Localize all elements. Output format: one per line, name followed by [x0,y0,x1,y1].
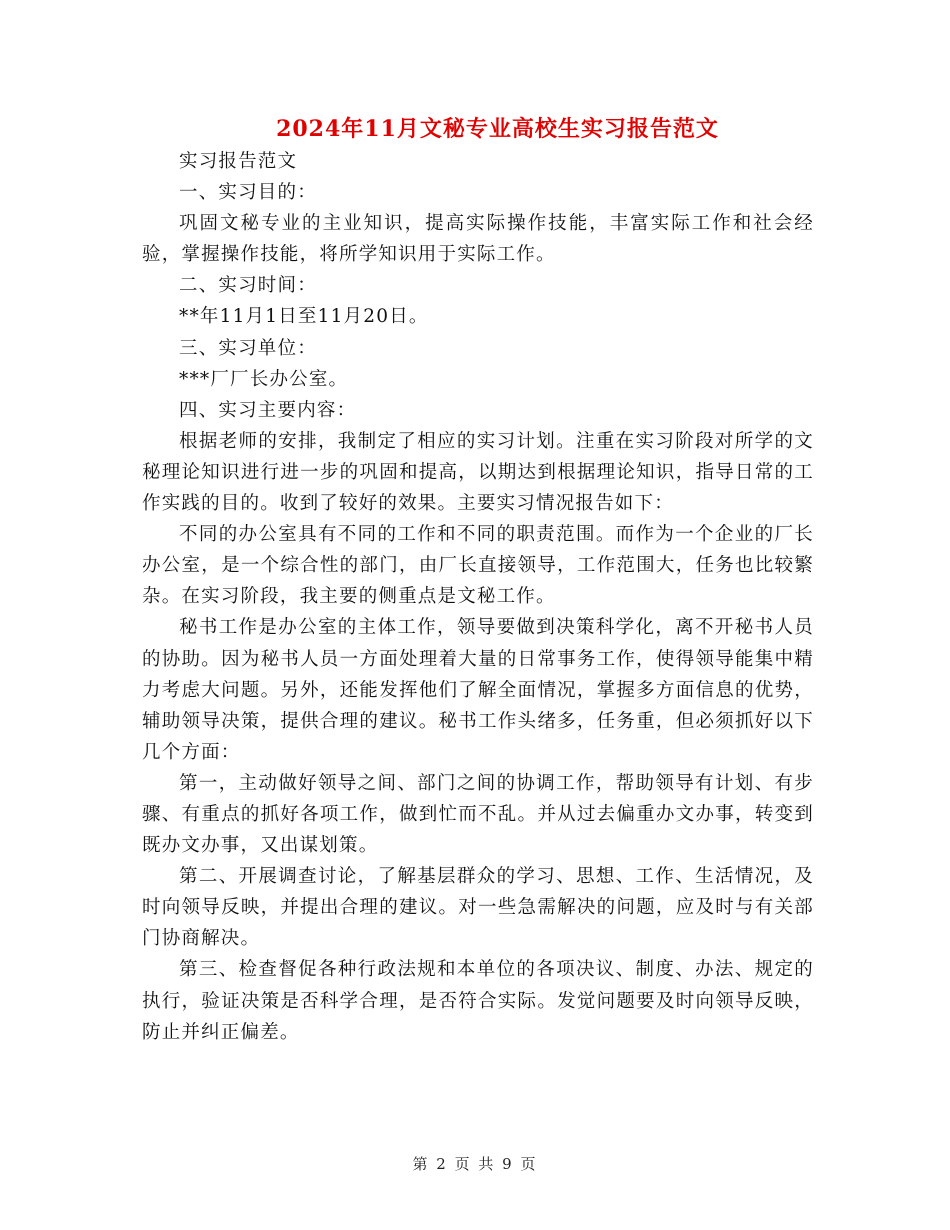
paragraph-second: 第二、开展调查讨论，了解基层群众的学习、思想、工作、生活情况，及时向领导反映，并提出合理的建议。对一些急需解决的问题，应及时与有关部门协商解决。 [142,866,814,950]
paragraph-time: **年11月1日至11月20日。 [179,306,429,328]
section-heading-content: 四、实习主要内容： [179,399,357,421]
section-heading-time: 二、实习时间： [179,275,317,297]
document-title: 2024年11月文秘专业高校生实习报告范文 [276,116,719,142]
page-number-footer: 第 2 页 共 9 页 [412,1155,538,1173]
paragraph-first: 第一，主动做好领导之间、部门之间的协调工作，帮助领导有计划、有步骤、有重点的抓好各项工作，做到忙而不乱。并从过去偏重办文办事，转变到既办文办事，又出谋划策。 [142,772,814,857]
section-heading-unit: 三、实习单位： [179,337,317,359]
section-heading-purpose: 一、实习目的： [179,182,317,204]
paragraph-office: 不同的办公室具有不同的工作和不同的职责范围。而作为一个企业的厂长办公室，是一个综合性的部门，由厂长直接领导，工作范围大，任务也比较繁杂。在实习阶段，我主要的侧重点是文秘工作。 [142,524,814,608]
document-body [142,146,814,1048]
paragraph-report-label: 实习报告范文 [179,151,298,172]
paragraph-purpose: 巩固文秘专业的主业知识，提高实际操作技能，丰富实际工作和社会经验，掌握操作技能，将所学知识用于实际工作。 [142,213,814,266]
paragraph-plan: 根据老师的安排，我制定了相应的实习计划。注重在实习阶段对所学的文秘理论知识进行进一步的巩固和提高，以期达到根据理论知识，指导日常的工作实践的目的。收到了较好的效果。主要实习情况报告如下： [142,430,814,515]
paragraph-third: 第三、检查督促各种行政法规和本单位的各项决议、制度、办法、规定的执行，验证决策是否科学合理，是否符合实际。发觉问题要及时向领导反映，防止并纠正偏差。 [142,959,814,1043]
paragraph-unit: ***厂厂长办公室。 [179,368,349,390]
paragraph-secretary: 秘书工作是办公室的主体工作，领导要做到决策科学化，离不开秘书人员的协助。因为秘书人员一方面处理着大量的日常事务工作，使得领导能集中精力考虑大问题。另外，还能发挥他们了解全面情况，掌握多方面信息的优势，辅助领导决策，提供合理的建议。秘书工作头绪多，任务重，但必须抓好以下几个方面： [142,617,814,763]
